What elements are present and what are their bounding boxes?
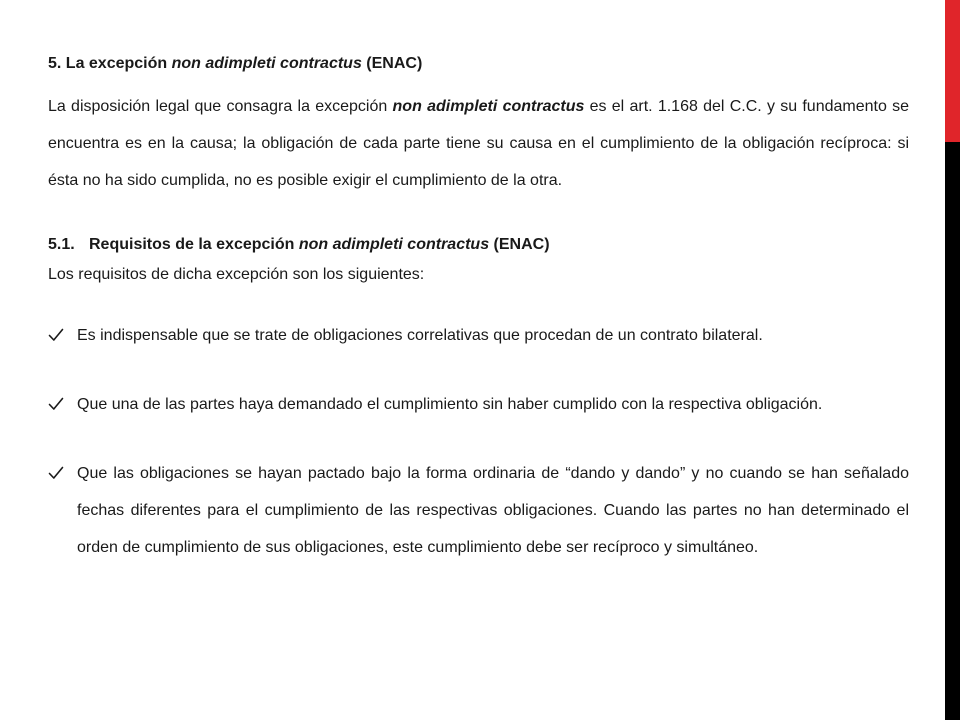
slide-content bbox=[48, 52, 909, 566]
section-heading-suffix: (ENAC) bbox=[361, 55, 423, 72]
accent-bar-red bbox=[945, 0, 960, 142]
section-heading-italic: non adimpleti contractus bbox=[171, 55, 362, 72]
subsection-heading-italic: non adimpleti contractus bbox=[298, 236, 490, 253]
accent-bar-black bbox=[945, 142, 960, 720]
subsection-number: 5.1. bbox=[48, 236, 75, 253]
checkmark-icon bbox=[48, 396, 64, 412]
paragraph-part1: La disposición legal que consagra la excepción bbox=[48, 98, 393, 115]
section-heading bbox=[48, 52, 909, 76]
list-item-text: Que las obligaciones se hayan pactado bajo la forma ordinaria de “dando y dando” y no cuando se han señalado fechas diferentes para el cumplimiento de las respectivas obligaciones. Cuando las partes no han determinado el orden de cumplimiento de sus obligaciones, este cumplimiento debe ser recíproco y simultáneo. bbox=[77, 465, 909, 556]
list-item bbox=[48, 455, 909, 566]
checkmark-icon bbox=[48, 465, 64, 481]
checkmark-icon bbox=[48, 327, 64, 343]
subsection-intro: Los requisitos de dicha excepción son los siguientes: bbox=[48, 266, 425, 283]
section-heading-prefix: 5. La excepción bbox=[48, 55, 172, 72]
subsection-heading bbox=[48, 233, 909, 257]
list-item-text: Que una de las partes haya demandado el cumplimiento sin haber cumplido con la respectiva obligación. bbox=[77, 396, 823, 413]
list-item bbox=[48, 317, 909, 354]
section-paragraph bbox=[48, 88, 909, 199]
paragraph-part2: es el art. 1.168 del C.C. y su fundamento se encuentra es en la causa; la obligación de cada parte tiene su causa en el cumplimiento de la obligación recíproca: si ésta no ha sido cumplida, no es posible exigir el cumplimiento de la otra. bbox=[48, 98, 910, 189]
list-item bbox=[48, 386, 909, 423]
list-item-text: Es indispensable que se trate de obligaciones correlativas que procedan de un contrato bilateral. bbox=[77, 327, 763, 344]
subsection-heading-suffix: (ENAC) bbox=[489, 236, 550, 253]
paragraph-italic-term: non adimpleti contractus bbox=[392, 98, 585, 115]
subsection-heading-prefix: Requisitos de la excepción bbox=[89, 236, 299, 253]
requirements-list bbox=[48, 317, 909, 566]
